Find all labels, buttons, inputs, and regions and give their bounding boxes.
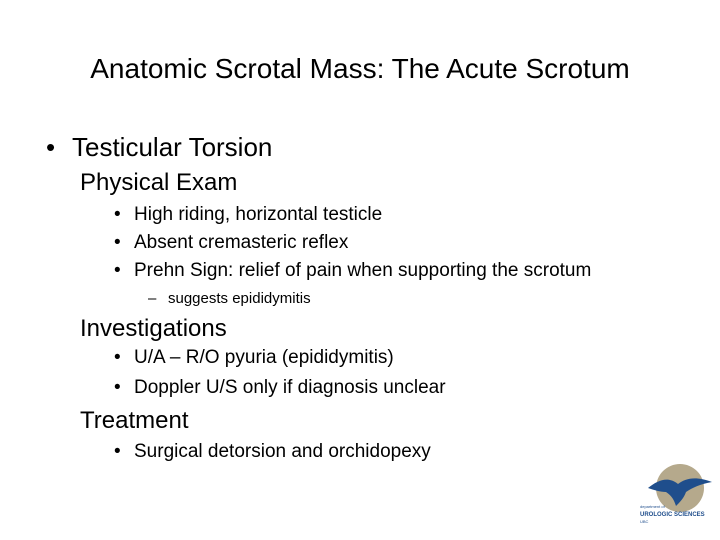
section-heading-treatment: Treatment	[80, 407, 189, 434]
dash-marker: –	[148, 290, 157, 307]
sub-note: suggests epididymitis	[168, 290, 311, 307]
list-item: U/A – R/O pyuria (epididymitis)	[134, 347, 394, 368]
list-item: Prehn Sign: relief of pain when supporting the scrotum	[134, 260, 592, 281]
bullet-dot: •	[114, 260, 121, 281]
bullet-dot: •	[114, 441, 121, 462]
list-item: Doppler U/S only if diagnosis unclear	[134, 377, 446, 398]
logo-line-2: UROLOGIC SCIENCES	[640, 512, 705, 518]
department-logo	[636, 462, 716, 528]
bullet-dot: •	[114, 204, 121, 225]
logo-line-3: UBC	[640, 519, 649, 524]
topic-heading: Testicular Torsion	[72, 132, 273, 162]
logo-line-1: department of	[640, 504, 665, 509]
list-item: High riding, horizontal testicle	[134, 204, 383, 225]
section-heading-physical-exam: Physical Exam	[80, 169, 238, 196]
slide-title: Anatomic Scrotal Mass: The Acute Scrotum	[90, 53, 630, 84]
section-heading-investigations: Investigations	[80, 315, 227, 342]
bullet-dot: •	[114, 347, 121, 368]
bullet-dot: •	[114, 377, 121, 398]
list-item: Absent cremasteric reflex	[134, 232, 349, 253]
list-item: Surgical detorsion and orchidopexy	[134, 441, 431, 462]
bullet-dot-topic: •	[46, 132, 56, 162]
bullet-dot: •	[114, 232, 121, 253]
